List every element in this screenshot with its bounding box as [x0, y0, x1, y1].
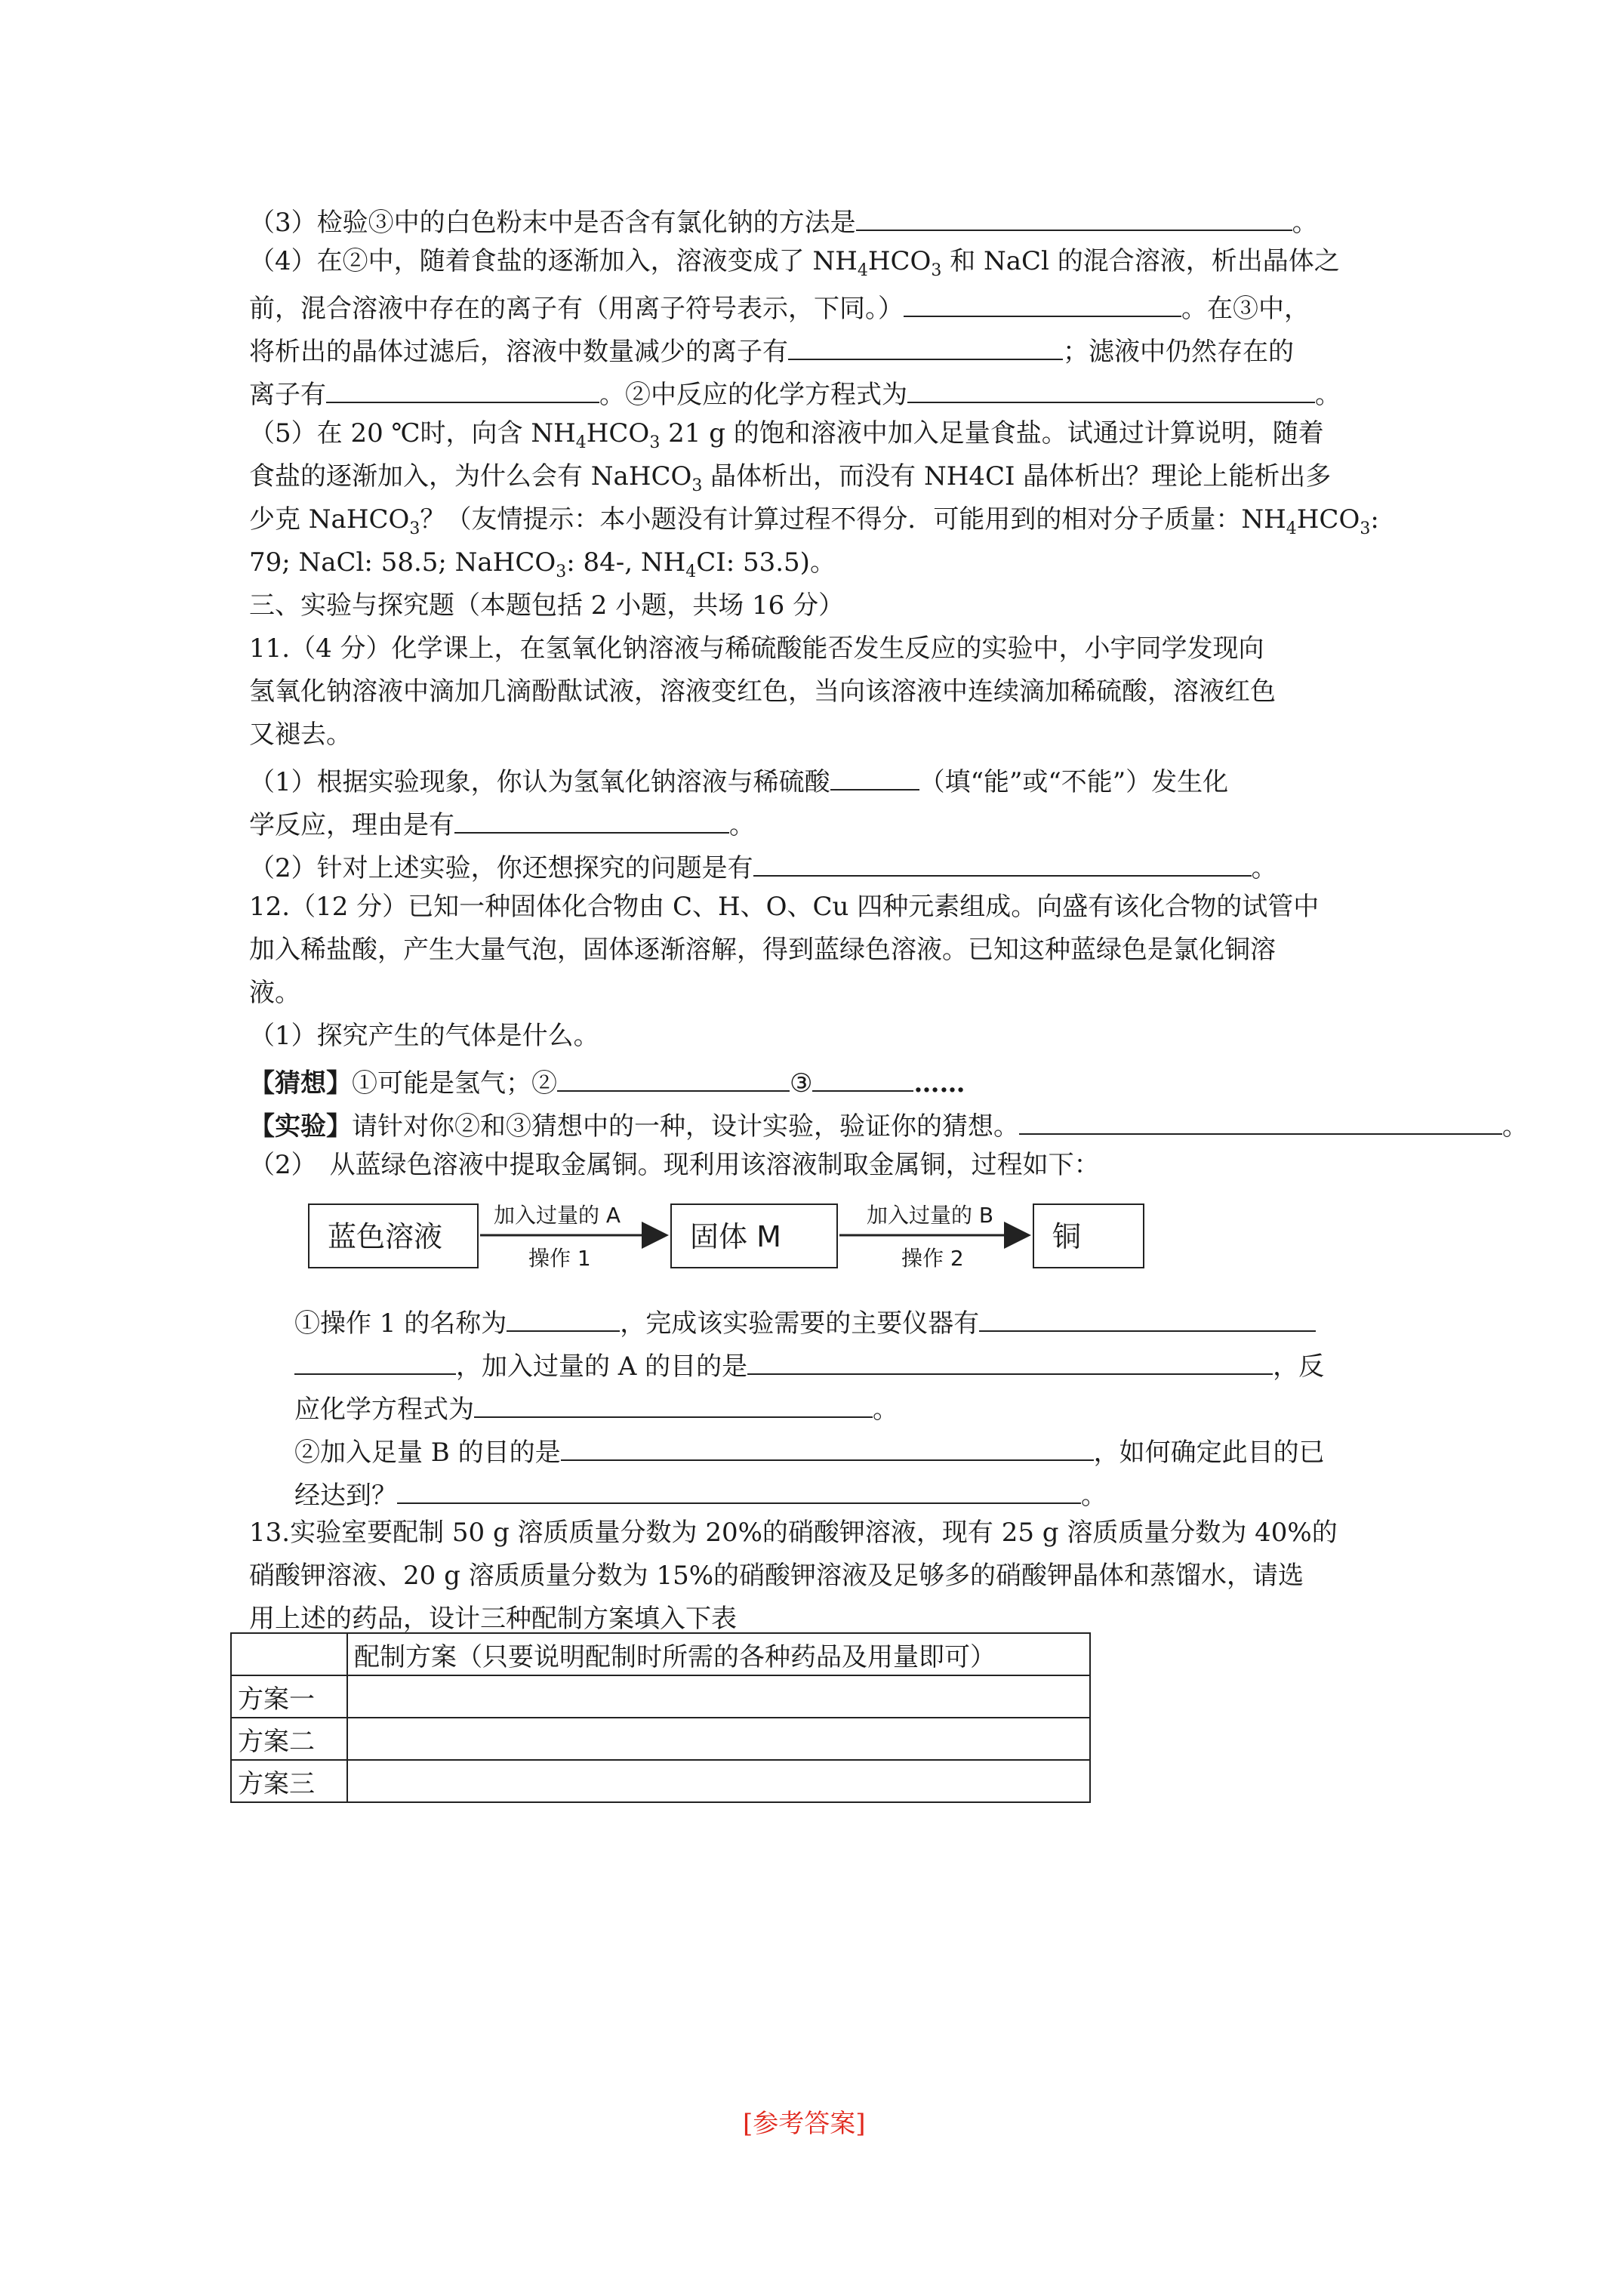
answer-blank[interactable] [474, 1386, 873, 1418]
plan-input-cell[interactable] [347, 1718, 1090, 1760]
q12-guess: 【猜想】①可能是氢气；② ③ …… [249, 1060, 965, 1102]
row-label: 方案三 [231, 1760, 347, 1802]
q10-part4-line3: 将析出的晶体过滤后，溶液中数量减少的离子有 ；滤液中仍然存在的 [249, 328, 1294, 371]
answer-blank[interactable] [294, 1343, 456, 1375]
q10-part5-line3: 少克 NaHCO$_3$？（友情提示：本小题没有计算过程不得分．可能用到的相对分子质量：$NH_4HCO_3$: [249, 504, 1379, 538]
q11-part1-line2: 学反应，理由是有 。 [249, 802, 755, 844]
q12-sub1-line2: ，加入过量的 A 的目的是 ，反 [294, 1343, 1324, 1385]
answer-blank[interactable] [561, 1429, 1094, 1461]
q10-part5-line2: 食盐的逐渐加入，为什么会有 NaHCO$_3$ 晶体析出，而没有 NH4CI 晶体析出？理论上能析出多 [249, 461, 1332, 495]
plan-input-cell[interactable] [347, 1675, 1090, 1718]
answer-link[interactable]: [参考答案] [743, 2109, 866, 2139]
q12-line1: 12.（12 分）已知一种固体化合物由 C、H、O、Cu 四种元素组成。向盛有该化合物的试管中 [249, 892, 1320, 922]
plan-table [230, 1632, 1091, 1803]
q13-line2: 硝酸钾溶液、20 g 溶质质量分数为 15%的硝酸钾溶液及足够多的硝酸钾晶体和蒸馏水，请选 [249, 1561, 1304, 1591]
table-row [231, 1675, 1090, 1718]
q11-part2: （2）针对上述实验，你还想探究的问题是有 。 [249, 845, 1277, 887]
q12-sub2-line2: 经达到？ 。 [294, 1472, 1107, 1515]
q12-sub1-line1: ①操作 1 的名称为 ，完成该实验需要的主要仪器有 [294, 1300, 1316, 1342]
flow-arrow2-top-label: 加入过量的 B [867, 1203, 994, 1228]
section-heading: 三、实验与探究题（本题包括 2 小题，共场 16 分） [249, 590, 845, 621]
q12-sub2-line1: ②加入足量 B 的目的是 ，如何确定此目的已 [294, 1429, 1325, 1472]
q10-part5-line4: 79; NaCl: 58.5; NaHCO$_3$: 84-, $NH_4CI$: 53.5)。 [249, 547, 836, 581]
q11-line3: 又褪去。 [249, 720, 352, 750]
flow-box-copper: 铜 [1033, 1203, 1144, 1268]
answer-blank[interactable] [979, 1300, 1316, 1332]
q10-part4-line4: 离子有 。②中反应的化学方程式为 。 [249, 371, 1341, 414]
row-label: 方案一 [231, 1675, 347, 1718]
q10-part5-line1: （5）在 20 ℃时，向含 $NH_4HCO_3$ 21 g 的饱和溶液中加入足量食盐。试通过计算说明，随着 [249, 418, 1324, 452]
q12-sub1-line3: 应化学方程式为 。 [294, 1386, 898, 1428]
q12-part2: （2） 从蓝绿色溶液中提取金属铜。现利用该溶液制取金属铜，过程如下： [249, 1150, 1100, 1180]
q11-line1: 11.（4 分）化学课上，在氢氧化钠溶液与稀硫酸能否发生反应的实验中，小宇同学发现向 [249, 633, 1264, 664]
q12-line2: 加入稀盐酸，产生大量气泡，固体逐渐溶解，得到蓝绿色溶液。已知这种蓝绿色是氯化铜溶 [249, 935, 1276, 965]
table-row [231, 1633, 1090, 1675]
q13-line3: 用上述的药品，设计三种配制方案填入下表 [249, 1604, 737, 1634]
table-corner-cell [231, 1633, 347, 1675]
flow-box-blue-solution: 蓝色溶液 [308, 1203, 479, 1268]
q10-part4-line2: 前，混合溶液中存在的离子有（用离子符号表示，下同。） 。在③中， [249, 285, 1310, 328]
table-row [231, 1718, 1090, 1760]
answer-blank[interactable] [507, 1300, 620, 1332]
table-header-cell: 配制方案（只要说明配制时所需的各种药品及用量即可） [347, 1633, 1090, 1675]
q12-line3: 液。 [249, 978, 300, 1008]
flow-arrow1-bottom-label: 操作 1 [528, 1246, 591, 1271]
flow-box-solid-m: 固体 M [670, 1203, 838, 1268]
q11-part1-line1: （1）根据实验现象，你认为氢氧化钠溶液与稀硫酸 （填“能”或“不能”）发生化 [249, 759, 1228, 801]
q10-part4-line1: （4）在②中，随着食盐的逐渐加入，溶液变成了 $NH_4HCO_3$ 和 NaCl 的混合溶液，析出晶体之 [249, 246, 1340, 280]
row-label: 方案二 [231, 1718, 347, 1760]
q12-part1: （1）探究产生的气体是什么。 [249, 1021, 599, 1051]
q11-line2: 氢氧化钠溶液中滴加几滴酚酞试液，溶液变红色，当向该溶液中连续滴加稀硫酸，溶液红色 [249, 676, 1276, 707]
q10-part3: （3）检验③中的白色粉末中是否含有氯化钠的方法是 。 [249, 199, 1318, 242]
q13-line1: 13.实验室要配制 50 g 溶质质量分数为 20%的硝酸钾溶液，现有 25 g 溶质质量分数为 40%的 [249, 1518, 1338, 1548]
answer-blank[interactable] [747, 1343, 1273, 1375]
answer-blank[interactable] [397, 1472, 1081, 1504]
q12-experiment: 【实验】请针对你②和③猜想中的一种，设计实验，验证你的猜想。 。 [249, 1103, 1528, 1145]
flow-arrow2-bottom-label: 操作 2 [901, 1246, 964, 1271]
table-row [231, 1760, 1090, 1802]
plan-input-cell[interactable] [347, 1760, 1090, 1802]
flow-arrow1-top-label: 加入过量的 A [494, 1203, 621, 1228]
